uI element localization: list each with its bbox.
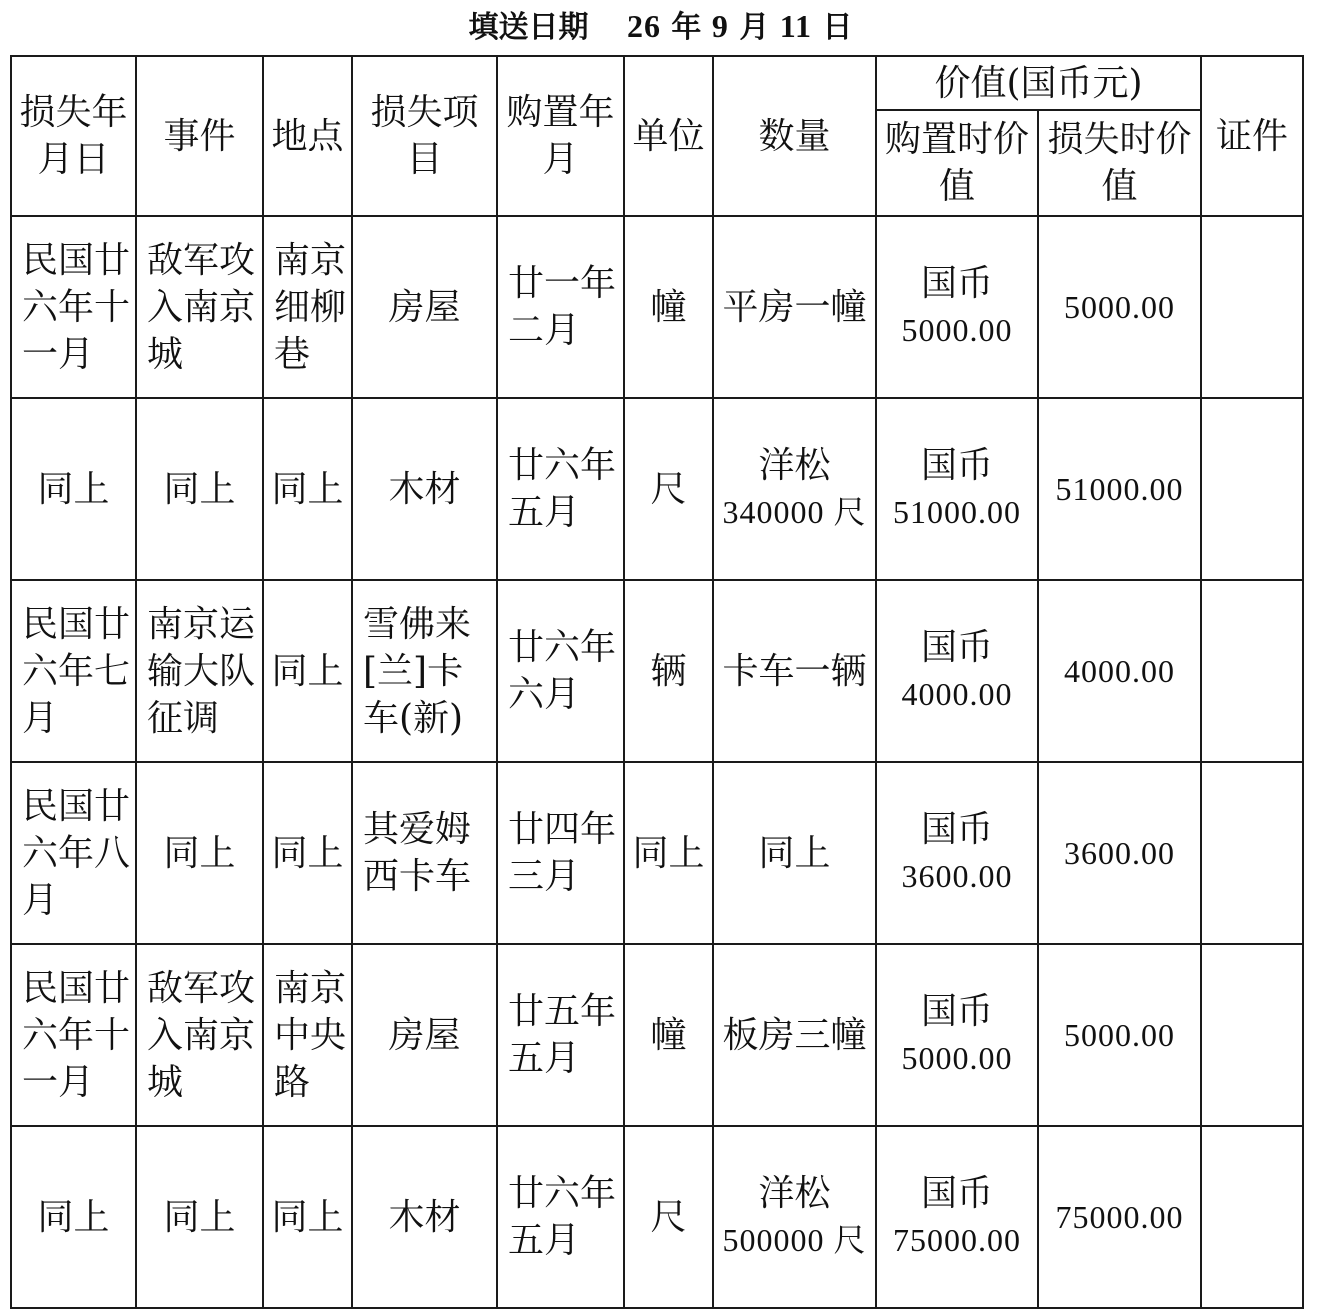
fill-date-year: 26: [626, 8, 661, 44]
purchase-value: 5000.00: [901, 1040, 1013, 1076]
cell-purchase-date: 廿六年五月: [497, 1126, 624, 1308]
header-place: 地点: [263, 56, 352, 216]
table-row: [11, 762, 1303, 944]
cell-event: 敌军攻入南京城: [136, 944, 263, 1126]
quantity-text: 平房一幢: [722, 286, 867, 328]
cell-quantity: [713, 1126, 876, 1308]
cell-purchase-date: 廿六年六月: [497, 580, 624, 762]
cell-loss-date: 同上: [11, 1126, 136, 1308]
quantity-number: 340000 尺: [722, 494, 867, 530]
cell-loss-value: [1038, 1126, 1201, 1308]
fill-date-month-unit: 月: [739, 10, 770, 45]
cell-loss-date: 民国廿六年十一月: [11, 944, 136, 1126]
cell-certificate: [1201, 580, 1303, 762]
cell-item: 房屋: [352, 216, 497, 398]
header-unit: 单位: [624, 56, 713, 216]
cell-certificate: [1201, 944, 1303, 1126]
cell-loss-date: 同上: [11, 398, 136, 580]
cell-place: 同上: [263, 1126, 352, 1308]
loss-value: 75000.00: [1055, 1198, 1184, 1235]
cell-loss-date: 民国廿六年十一月: [11, 216, 136, 398]
currency-label: 国币: [920, 263, 993, 304]
cell-event: 同上: [136, 1126, 263, 1308]
currency-label: 国币: [920, 991, 993, 1032]
cell-purchase-value: [876, 580, 1038, 762]
header-event: 事件: [136, 56, 263, 216]
cell-unit: 幢: [624, 944, 713, 1126]
purchase-value: 3600.00: [901, 858, 1013, 894]
quantity-number: 500000 尺: [722, 1222, 867, 1258]
fill-date-day-unit: 日: [822, 10, 853, 45]
cell-unit: 辆: [624, 580, 713, 762]
currency-label: 国币: [920, 809, 993, 850]
loss-value: 3600.00: [1064, 834, 1175, 871]
quantity-text: 同上: [758, 832, 831, 874]
cell-place: 南京中央路: [263, 944, 352, 1126]
table-row: [11, 398, 1303, 580]
cell-item: 雪佛来[兰]卡车(新): [352, 580, 497, 762]
cell-certificate: [1201, 762, 1303, 944]
cell-place: 同上: [263, 398, 352, 580]
cell-event: 同上: [136, 762, 263, 944]
purchase-value: 51000.00: [893, 494, 1021, 530]
header-quantity: 数量: [713, 56, 876, 216]
cell-unit: 幢: [624, 216, 713, 398]
fill-date-day: 11: [779, 8, 813, 44]
header-value-group: 价值(国币元): [876, 56, 1201, 110]
cell-purchase-date: 廿一年二月: [497, 216, 624, 398]
cell-unit: 尺: [624, 1126, 713, 1308]
cell-event: 同上: [136, 398, 263, 580]
quantity-text: 洋松: [758, 445, 831, 486]
cell-place: 同上: [263, 580, 352, 762]
cell-purchase-value: [876, 398, 1038, 580]
cell-purchase-date: 廿四年三月: [497, 762, 624, 944]
header-loss-date: 损失年月日: [11, 56, 136, 216]
cell-loss-value: [1038, 580, 1201, 762]
loss-value: 5000.00: [1064, 288, 1175, 325]
fill-date-line: [0, 0, 1321, 52]
header-loss-value: 损失时价值: [1038, 110, 1201, 216]
quantity-text: 洋松: [758, 1173, 831, 1214]
purchase-value: 5000.00: [901, 312, 1013, 348]
cell-quantity: [713, 762, 876, 944]
table-row: [11, 580, 1303, 762]
table-row: [11, 944, 1303, 1126]
currency-label: 国币: [920, 445, 993, 486]
header-row: [11, 56, 1303, 110]
cell-certificate: [1201, 216, 1303, 398]
header-purchase-value: 购置时价值: [876, 110, 1038, 216]
cell-unit: 尺: [624, 398, 713, 580]
cell-loss-value: [1038, 762, 1201, 944]
cell-loss-value: [1038, 216, 1201, 398]
cell-item: 木材: [352, 398, 497, 580]
table-row: [11, 216, 1303, 398]
cell-loss-date: 民国廿六年七月: [11, 580, 136, 762]
cell-event: 南京运输大队征调: [136, 580, 263, 762]
cell-quantity: [713, 944, 876, 1126]
quantity-text: 板房三幢: [722, 1014, 867, 1056]
loss-value: 4000.00: [1064, 652, 1175, 689]
cell-loss-date: 民国廿六年八月: [11, 762, 136, 944]
cell-purchase-value: [876, 1126, 1038, 1308]
cell-quantity: [713, 580, 876, 762]
cell-place: 南京细柳巷: [263, 216, 352, 398]
purchase-value: 75000.00: [893, 1222, 1021, 1258]
cell-item: 其爱姆西卡车: [352, 762, 497, 944]
cell-quantity: [713, 216, 876, 398]
cell-item: 房屋: [352, 944, 497, 1126]
loss-report-table: [10, 55, 1304, 1309]
loss-value: 5000.00: [1064, 1016, 1175, 1053]
cell-item: 木材: [352, 1126, 497, 1308]
cell-purchase-date: 廿五年五月: [497, 944, 624, 1126]
cell-place: 同上: [263, 762, 352, 944]
table-row: [11, 1126, 1303, 1308]
cell-event: 敌军攻入南京城: [136, 216, 263, 398]
fill-date-year-unit: 年: [671, 10, 702, 45]
cell-purchase-value: [876, 944, 1038, 1126]
cell-purchase-value: [876, 762, 1038, 944]
fill-date-label: 填送日期: [468, 10, 589, 45]
header-item: 损失项目: [352, 56, 497, 216]
cell-certificate: [1201, 398, 1303, 580]
cell-loss-value: [1038, 944, 1201, 1126]
cell-purchase-value: [876, 216, 1038, 398]
quantity-text: 卡车一辆: [722, 650, 867, 692]
cell-quantity: [713, 398, 876, 580]
cell-unit: 同上: [624, 762, 713, 944]
currency-label: 国币: [920, 1173, 993, 1214]
cell-certificate: [1201, 1126, 1303, 1308]
fill-date-month: 9: [711, 8, 729, 44]
currency-label: 国币: [920, 627, 993, 668]
loss-value: 51000.00: [1055, 470, 1184, 507]
cell-loss-value: [1038, 398, 1201, 580]
purchase-value: 4000.00: [901, 676, 1013, 712]
header-certificate: 证件: [1201, 56, 1303, 216]
header-purchase-date: 购置年月: [497, 56, 624, 216]
cell-purchase-date: 廿六年五月: [497, 398, 624, 580]
